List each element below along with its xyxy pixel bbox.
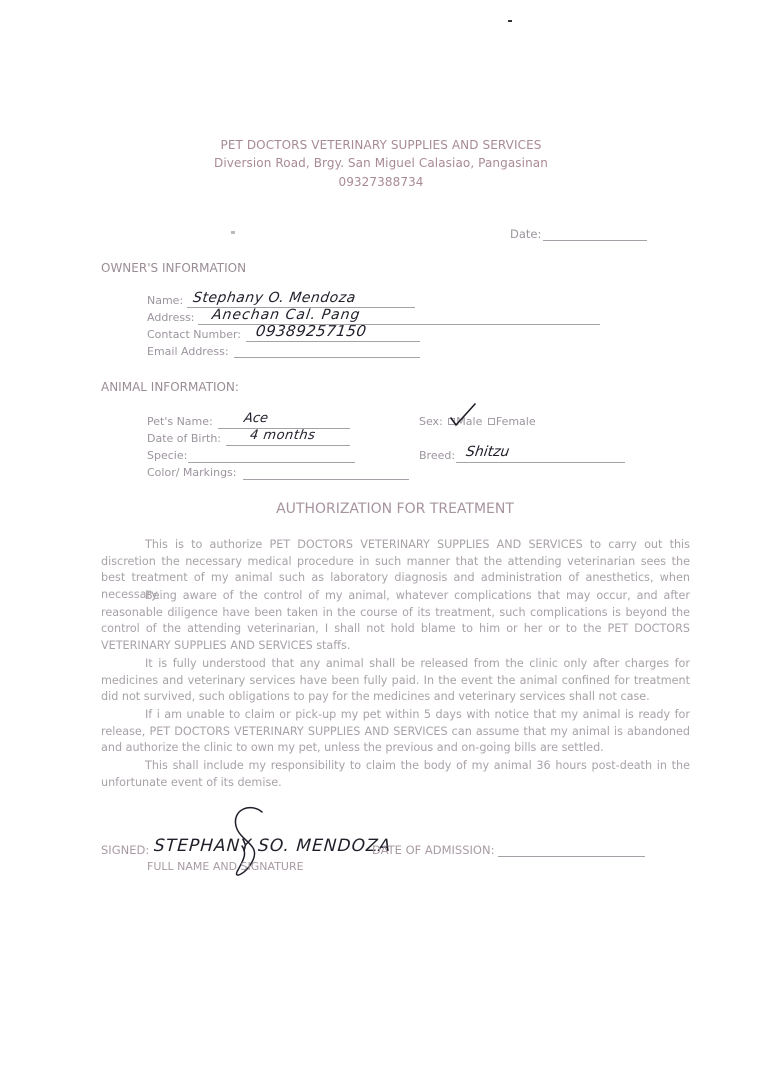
date-of-birth-line[interactable] (226, 445, 350, 446)
owner-section-title: OWNER'S INFORMATION (101, 261, 247, 275)
date-of-birth-value: 4 months (248, 428, 317, 443)
signature-value: STEPHANY SO. MENDOZA (153, 836, 392, 856)
contact-number-line[interactable] (246, 341, 420, 342)
owner-name-label: Name: (147, 294, 184, 307)
owner-address-value: Anechan Cal. Pang (210, 307, 362, 323)
authorization-paragraph-4: If i am unable to claim or pick-up my pet within 5 days with notice that my animal is ready for release, PET DOCTORS VETERINARY SUPPLIES AND SERVICES can assume that my animal is abandoned and authorize the clinic to own my pet, unless the previous and on-going bills are settled. (101, 708, 690, 755)
date-of-admission-line[interactable] (498, 856, 645, 857)
date-field-line[interactable] (543, 240, 647, 241)
breed-value: Shitzu (464, 444, 511, 460)
specie-line[interactable] (188, 462, 355, 463)
date-of-birth-label: Date of Birth: (147, 432, 222, 445)
company-phone: 09327388734 (338, 175, 424, 189)
scan-speck (231, 231, 235, 234)
color-markings-line[interactable] (243, 479, 409, 480)
email-address-line[interactable] (234, 357, 420, 358)
female-option-label: Female (495, 415, 536, 428)
contact-number-value: 09389257150 (254, 322, 368, 340)
scan-speck (508, 20, 512, 22)
specie-label: Specie: (147, 449, 188, 462)
full-name-and-signature-label: FULL NAME AND SIGNATURE (147, 860, 304, 873)
company-address: Diversion Road, Brgy. San Miguel Calasiao, Pangasinan (214, 156, 548, 170)
signed-label: SIGNED: (101, 843, 150, 857)
male-checkmark-icon (448, 402, 478, 428)
authorization-paragraph-3: It is fully understood that any animal shall be released from the clinic only after charges for medicines and veterinary services have been fully paid. In the event the animal confined for treatment did not survived, such obligations to pay for the medicines and veterinary services shall not case. (101, 657, 690, 704)
company-name: PET DOCTORS VETERINARY SUPPLIES AND SERVICES (220, 138, 542, 152)
contact-number-label: Contact Number: (147, 328, 241, 341)
female-checkbox[interactable] (488, 418, 495, 425)
animal-section-title: ANIMAL INFORMATION: (101, 380, 239, 394)
authorization-title: AUTHORIZATION FOR TREATMENT (276, 501, 514, 517)
sex-label: Sex: (419, 415, 443, 428)
email-address-label: Email Address: (147, 345, 229, 358)
breed-label: Breed: (419, 449, 456, 462)
date-of-admission-label: DATE OF ADMISSION: (372, 843, 495, 857)
authorization-paragraph-5: This shall include my responsibility to claim the body of my animal 36 hours post-death in the unfortunate event of its demise. (101, 759, 690, 789)
owner-name-value: Stephany O. Mendoza (191, 290, 357, 306)
date-label: Date: (510, 227, 542, 241)
breed-line[interactable] (456, 462, 625, 463)
pet-name-label: Pet's Name: (147, 415, 213, 428)
pet-name-value: Ace (242, 411, 270, 426)
authorization-paragraph-1: This is to authorize PET DOCTORS VETERINARY SUPPLIES AND SERVICES to carry out this discretion the necessary medical procedure in such manner that the attending veterinarian sees the best treatment of my animal such as laboratory diagnosis and administration of anesthetics, when necessary. (101, 538, 690, 601)
authorization-paragraph-2: Being aware of the control of my animal, whatever complications that may occur, and after reasonable diligence have been taken in the course of its treatment, such complications is beyond the control of the attending veterinarian, I shall not hold blame to him or her or to the PET DOCTORS VETERINARY SUPPLIES AND SERVICES staffs. (101, 589, 690, 652)
signature-flourish-icon (222, 804, 270, 888)
male-option-label: Male (456, 415, 483, 428)
color-markings-label: Color/ Markings: (147, 466, 237, 479)
owner-address-label: Address: (147, 311, 195, 324)
